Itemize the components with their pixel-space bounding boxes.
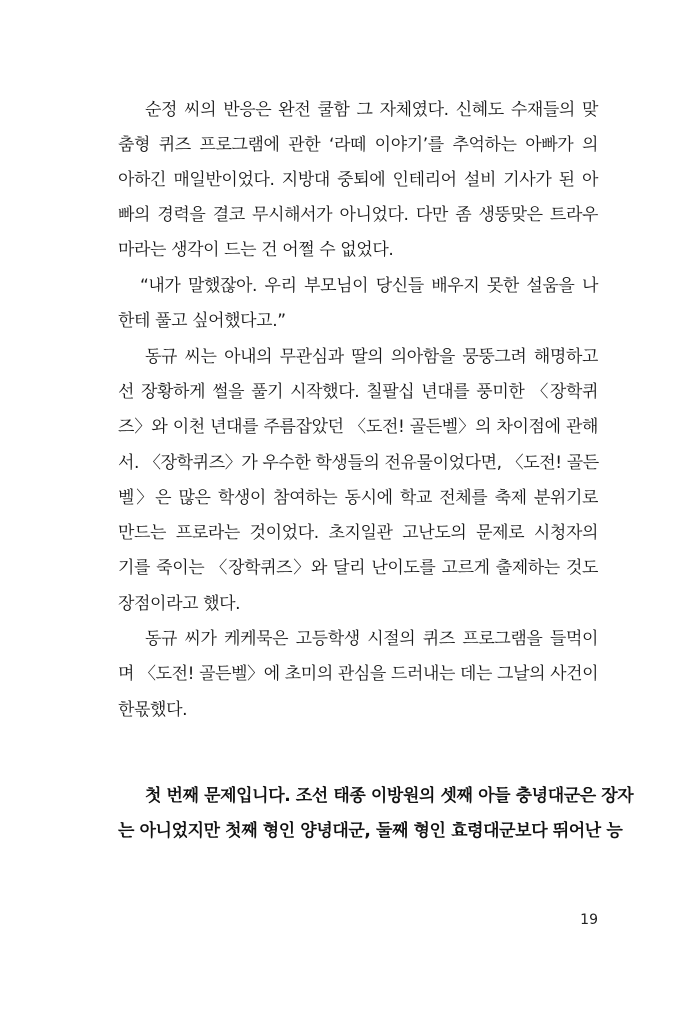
text-line: 며 〈도전! 골든벨〉에 초미의 관심을 드러내는 데는 그날의 사건이 (118, 664, 599, 684)
text-line: 장점이라고 했다. (118, 594, 241, 614)
text-line: 서. 〈장학퀴즈〉가 우수한 학생들의 전유물이었다면, 〈도전! 골든 (118, 453, 599, 473)
quiz-line: 첫 번째 문제입니다. 조선 태종 이방원의 셋째 아들 충녕대군은 장자 (145, 786, 634, 806)
text-line: 동규 씨가 케케묵은 고등학생 시절의 퀴즈 프로그램을 들먹이 (145, 629, 598, 649)
text-line: 춤형 퀴즈 프로그램에 관한 ‘라떼 이야기’를 추억하는 아빠가 의 (118, 135, 598, 155)
text-line: 마라는 생각이 드는 건 어쩔 수 없었다. (118, 240, 394, 260)
quiz-line: 는 아니었지만 첫째 형인 양녕대군, 둘째 형인 효령대군보다 뛰어난 능 (118, 821, 623, 841)
text-line: 한몫했다. (118, 700, 188, 720)
text-line: 기를 죽이는 〈장학퀴즈〉와 달리 난이도를 고르게 출제하는 것도 (118, 558, 598, 578)
text-line: 아하긴 매일반이었다. 지방대 중퇴에 인테리어 설비 기사가 된 아 (118, 170, 598, 190)
text-line: 동규 씨는 아내의 무관심과 딸의 의아함을 뭉뚱그려 해명하고 (145, 347, 598, 367)
text-line: 빠의 경력을 결코 무시해서가 아니었다. 다만 좀 생뚱맞은 트라우 (118, 205, 598, 225)
text-line: 선 장황하게 썰을 풀기 시작했다. 칠팔십 년대를 풍미한 〈장학퀴 (118, 382, 598, 402)
text-line: 만드는 프로라는 것이었다. 초지일관 고난도의 문제로 시청자의 (118, 523, 598, 543)
text-line: “내가 말했잖아. 우리 부모님이 당신들 배우지 못한 설움을 나 (140, 276, 598, 296)
page-number: 19 (580, 912, 598, 928)
text-line: 벨〉은 많은 학생이 참여하는 동시에 학교 전체를 축제 분위기로 (118, 488, 598, 508)
text-line: 한테 풀고 싶어했다고.” (118, 311, 286, 331)
text-line: 즈〉와 이천 년대를 주름잡았던 〈도전! 골든벨〉의 차이점에 관해 (118, 417, 598, 437)
text-line: 순정 씨의 반응은 완전 쿨함 그 자체였다. 신혜도 수재들의 맞 (145, 100, 598, 120)
